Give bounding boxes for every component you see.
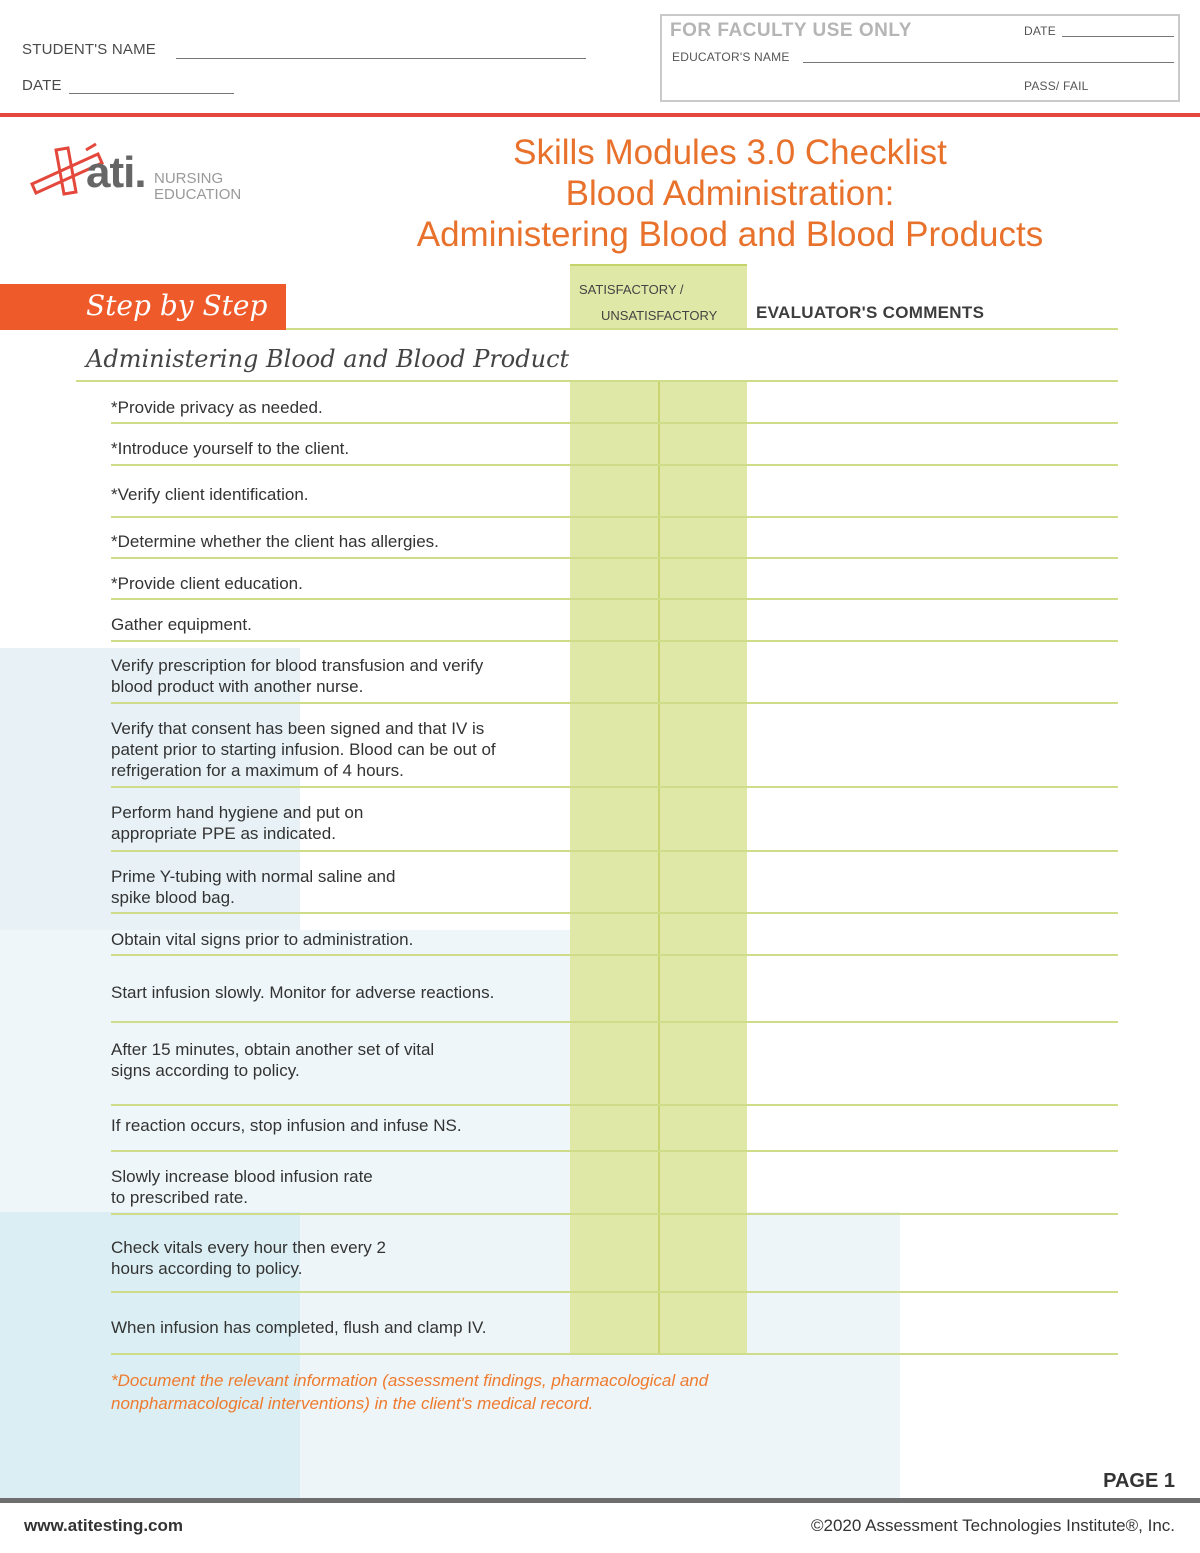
step-text: *Verify client identification. [111,485,309,504]
faculty-date-label: DATE [1024,24,1056,38]
step-text: Verify that consent has been signed and that IV is patent prior to starting infusion. Blood can be out of refrigeration for a maximum of 4 hours. [111,719,496,780]
banner-label: Step by Step [86,289,268,322]
comment-cell[interactable] [747,956,1118,1021]
comment-cell[interactable] [747,642,1118,702]
date-label: DATE [22,77,62,94]
logo-line2: EDUCATION [154,186,242,203]
step-text: Start infusion slowly. Monitor for adverse reactions. [111,983,495,1002]
step-text: If reaction occurs, stop infusion and infuse NS. [111,1116,462,1135]
satisfactory-header [570,264,747,330]
comment-cell[interactable] [747,1023,1118,1104]
step-text: *Introduce yourself to the client. [111,439,350,458]
faculty-title: FOR FACULTY USE ONLY [670,20,912,41]
comment-cell[interactable] [747,382,1118,422]
educator-name-label: EDUCATOR'S NAME [672,50,790,64]
header-divider [0,113,1200,117]
comment-cell[interactable] [747,518,1118,557]
date-field[interactable] [69,93,234,94]
comment-cell[interactable] [747,559,1118,598]
page-title [330,132,1130,255]
student-name-field[interactable] [176,58,586,59]
step-text: Perform hand hygiene and put on appropriate PPE as indicated. [111,803,364,843]
column-divider [658,380,660,1355]
pass-fail-label: PASS/ FAIL [1024,79,1089,93]
educator-name-field[interactable] [803,62,1174,63]
logo-line1: NURSING [154,170,224,187]
comment-cell[interactable] [747,466,1118,516]
step-text: Obtain vital signs prior to administration. [111,930,414,949]
step-by-step-banner [0,284,286,330]
logo-brand: ati. [86,148,146,197]
page-number: PAGE 1 [1103,1470,1175,1492]
step-text: Slowly increase blood infusion rate to prescribed rate. [111,1167,373,1207]
step-text: Prime Y-tubing with normal saline and spike blood bag. [111,867,396,907]
step-text: Gather equipment. [111,615,252,634]
comment-cell[interactable] [747,600,1118,640]
header-rule [286,328,1118,330]
ati-logo [26,140,256,210]
title-line1: Skills Modules 3.0 Checklist [513,133,947,172]
footer-divider [0,1498,1200,1503]
evaluator-comments-header: EVALUATOR'S COMMENTS [756,303,985,322]
step-text: *Provide privacy as needed. [111,398,323,417]
comment-cell[interactable] [747,788,1118,850]
copyright: ©2020 Assessment Technologies Institute®, Inc. [811,1516,1175,1535]
comment-cell[interactable] [747,424,1118,464]
title-line3: Administering Blood and Blood Products [416,215,1044,254]
comment-cell[interactable] [747,1106,1118,1150]
sat-label-2: UNSATISFACTORY [601,308,718,323]
section-title: Administering Blood and Blood Product [86,345,570,373]
step-text: After 15 minutes, obtain another set of vital signs according to policy. [111,1040,435,1080]
sat-label-1: SATISFACTORY / [579,282,684,297]
title-line2: Blood Administration: [565,174,895,213]
step-text: *Provide client education. [111,574,303,593]
row-divider [111,1353,1118,1355]
comment-cell[interactable] [747,704,1118,786]
comment-cell[interactable] [747,914,1118,954]
comment-cell[interactable] [747,1293,1118,1353]
satisfactory-column[interactable] [570,380,658,1355]
faculty-date-field[interactable] [1062,36,1174,37]
comment-cell[interactable] [747,852,1118,912]
documentation-note: *Document the relevant information (assessment findings, pharmacological and nonpharmacological interventions) in the client's medical record. [111,1371,709,1413]
step-text: *Determine whether the client has allergies. [111,532,439,551]
step-text: When infusion has completed, flush and clamp IV. [111,1318,487,1337]
faculty-box [660,14,1180,102]
unsatisfactory-column[interactable] [660,380,747,1355]
website-link[interactable]: www.atitesting.com [24,1516,184,1535]
step-text: Check vitals every hour then every 2 hours according to policy. [111,1238,386,1278]
comment-cell[interactable] [747,1152,1118,1213]
student-name-label: STUDENT'S NAME [22,41,157,58]
step-text: Verify prescription for blood transfusion and verify blood product with another nurse. [111,656,484,696]
comment-cell[interactable] [747,1215,1118,1291]
